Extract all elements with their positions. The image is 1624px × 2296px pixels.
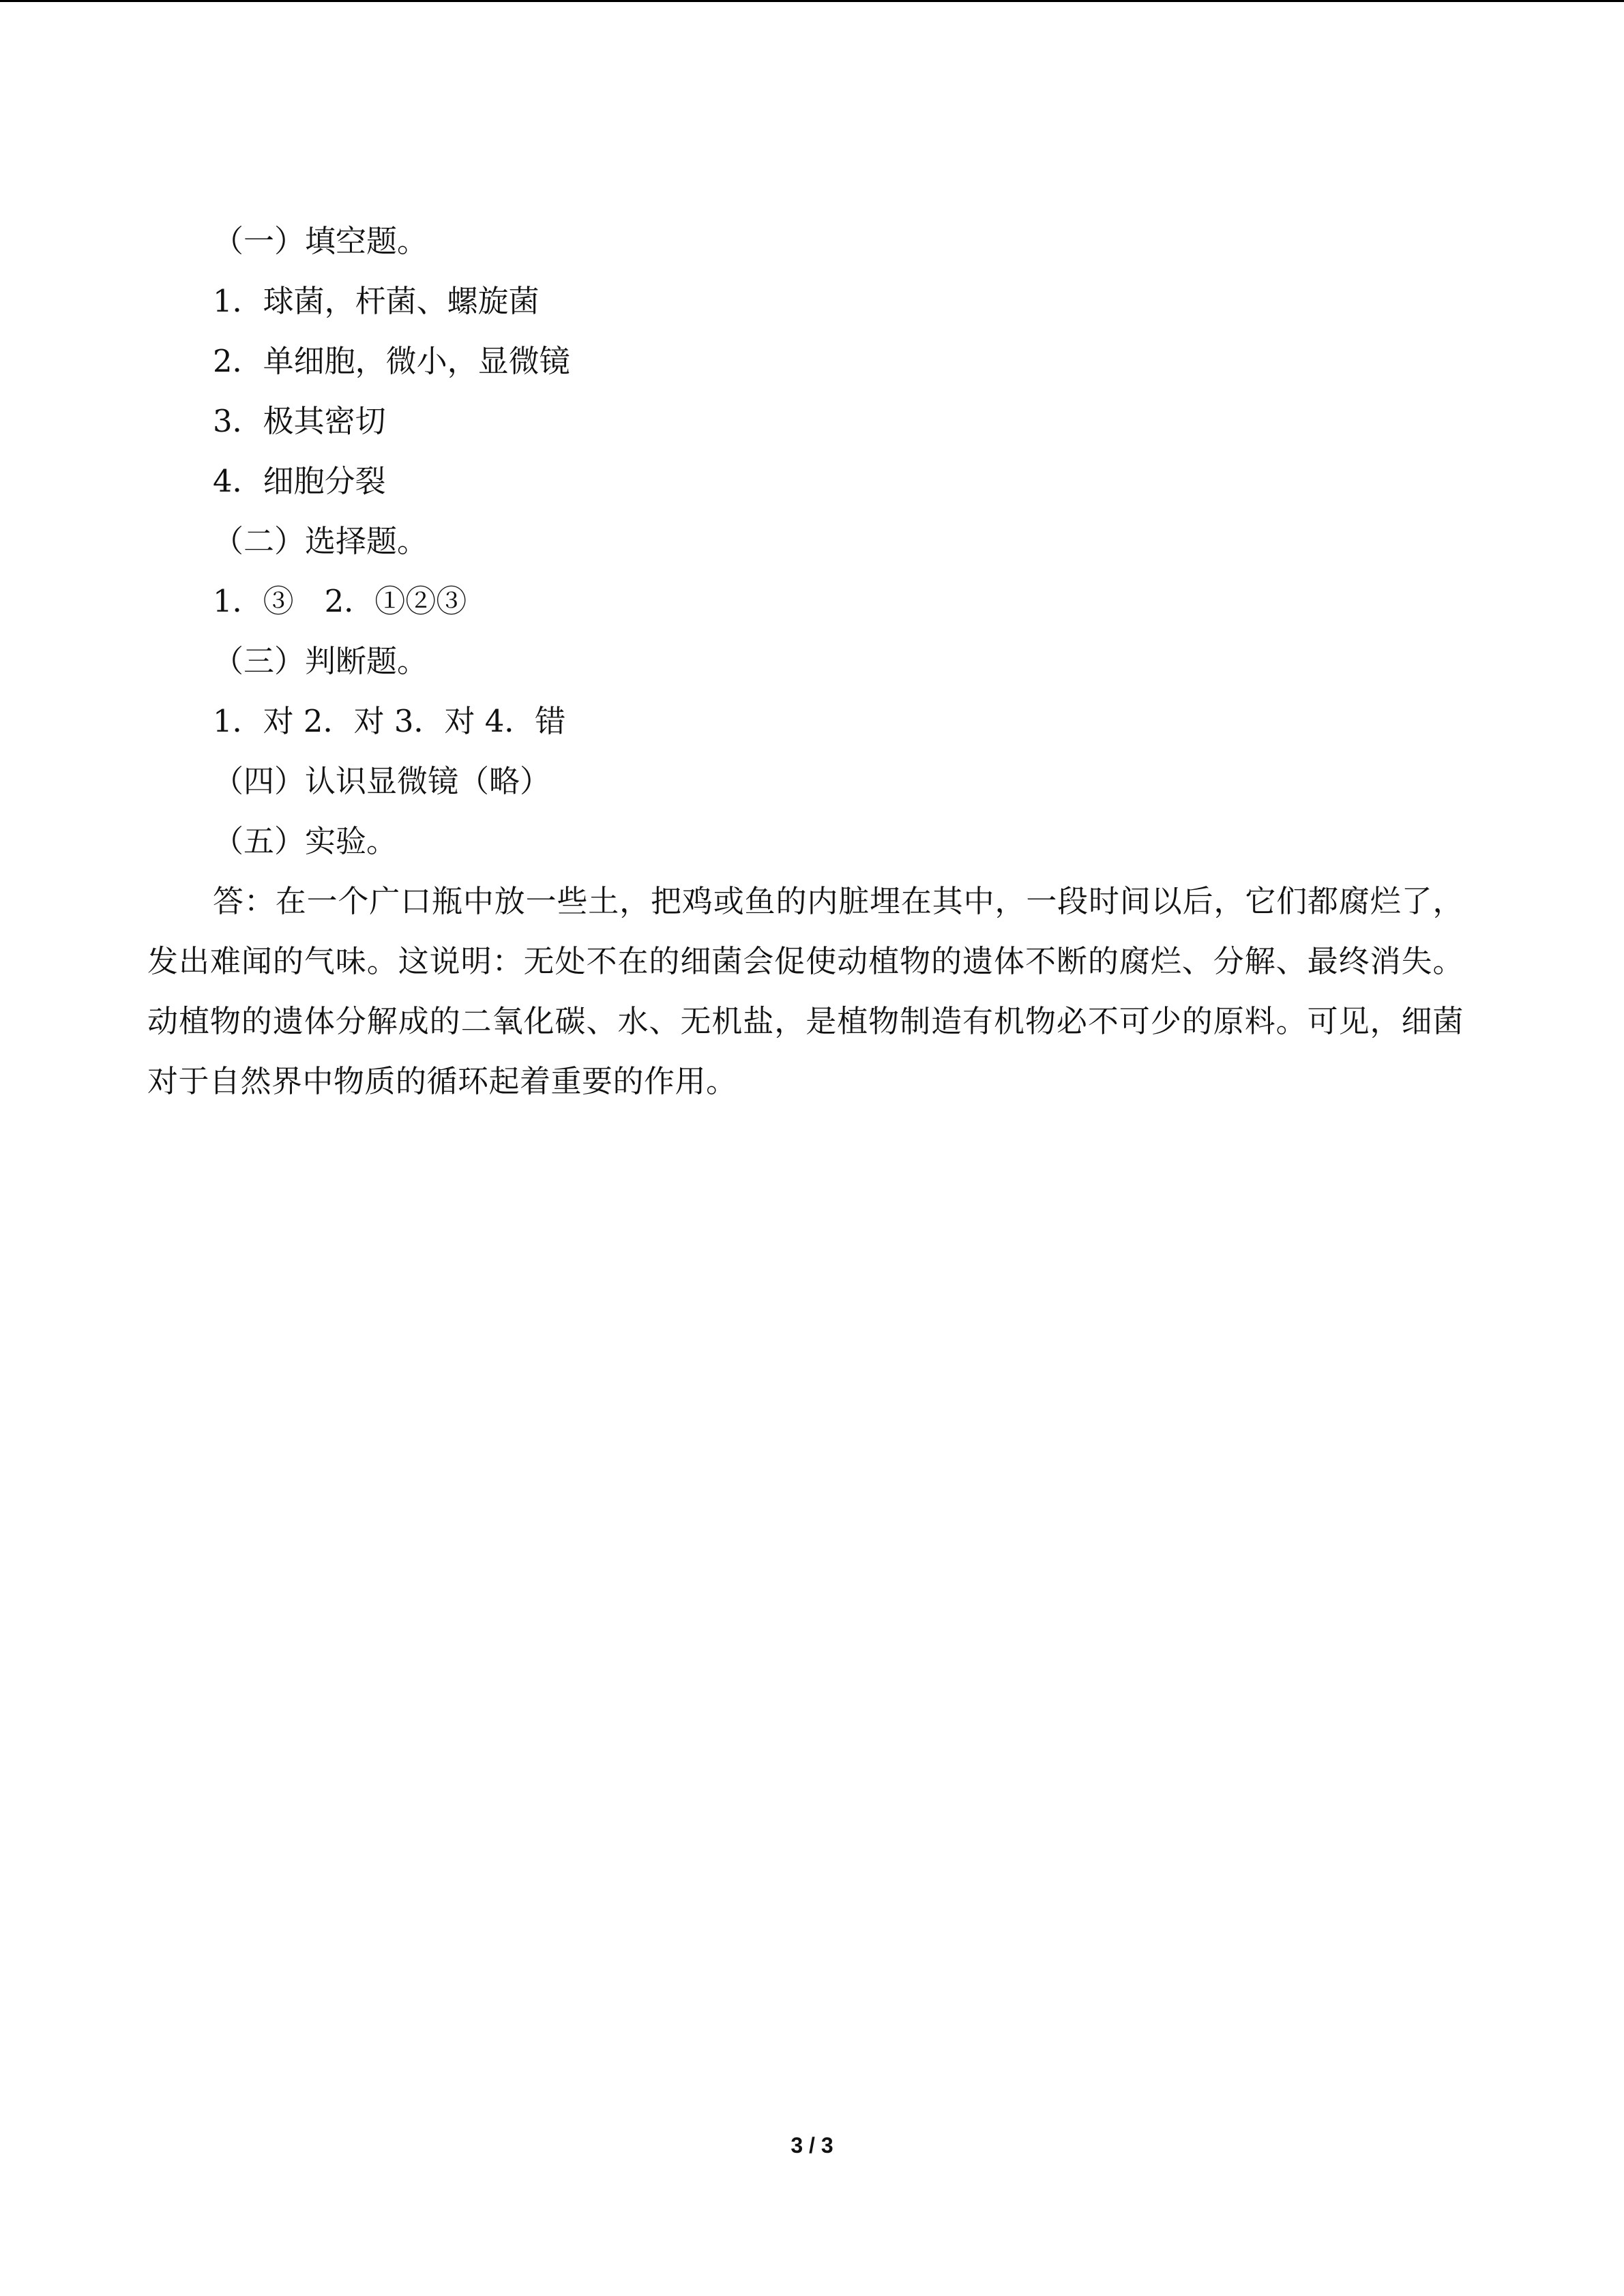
fill-blank-answer-3: 3．极其密切 bbox=[213, 403, 386, 439]
fill-blank-answer-1: 1．球菌，杆菌、螺旋菌 bbox=[213, 283, 540, 319]
answer-content bbox=[147, 211, 1464, 1112]
section-heading-multiple-choice: （二）选择题。 bbox=[213, 523, 428, 559]
section-heading-experiment: （五）实验。 bbox=[213, 823, 398, 859]
section-heading-microscope: （四）认识显微镜（略） bbox=[213, 763, 551, 799]
experiment-answer-paragraph: 答：在一个广口瓶中放一些土，把鸡或鱼的内脏埋在其中，一段时间以后，它们都腐烂了，发出难闻的气味。这说明：无处不在的细菌会促使动植物的遗体不断的腐烂、分解、最终消失。动植物的遗体分解成的二氧化碳、水、无机盐，是植物制造有机物必不可少的原料。可见，细菌对于自然界中物质的循环起着重要的作用。 bbox=[147, 883, 1464, 1099]
fill-blank-answer-2: 2．单细胞，微小，显微镜 bbox=[213, 343, 570, 379]
top-border-line bbox=[0, 0, 1624, 2]
true-false-answers: 1．对 2．对 3．对 4．错 bbox=[213, 703, 566, 739]
page-number: 3 / 3 bbox=[791, 2133, 833, 2158]
fill-blank-answer-4: 4．细胞分裂 bbox=[213, 463, 386, 499]
section-heading-true-false: （三）判断题。 bbox=[213, 643, 428, 679]
section-heading-fill-blank: （一）填空题。 bbox=[213, 223, 428, 259]
multiple-choice-answers: 1．③ 2．①②③ bbox=[213, 583, 467, 619]
